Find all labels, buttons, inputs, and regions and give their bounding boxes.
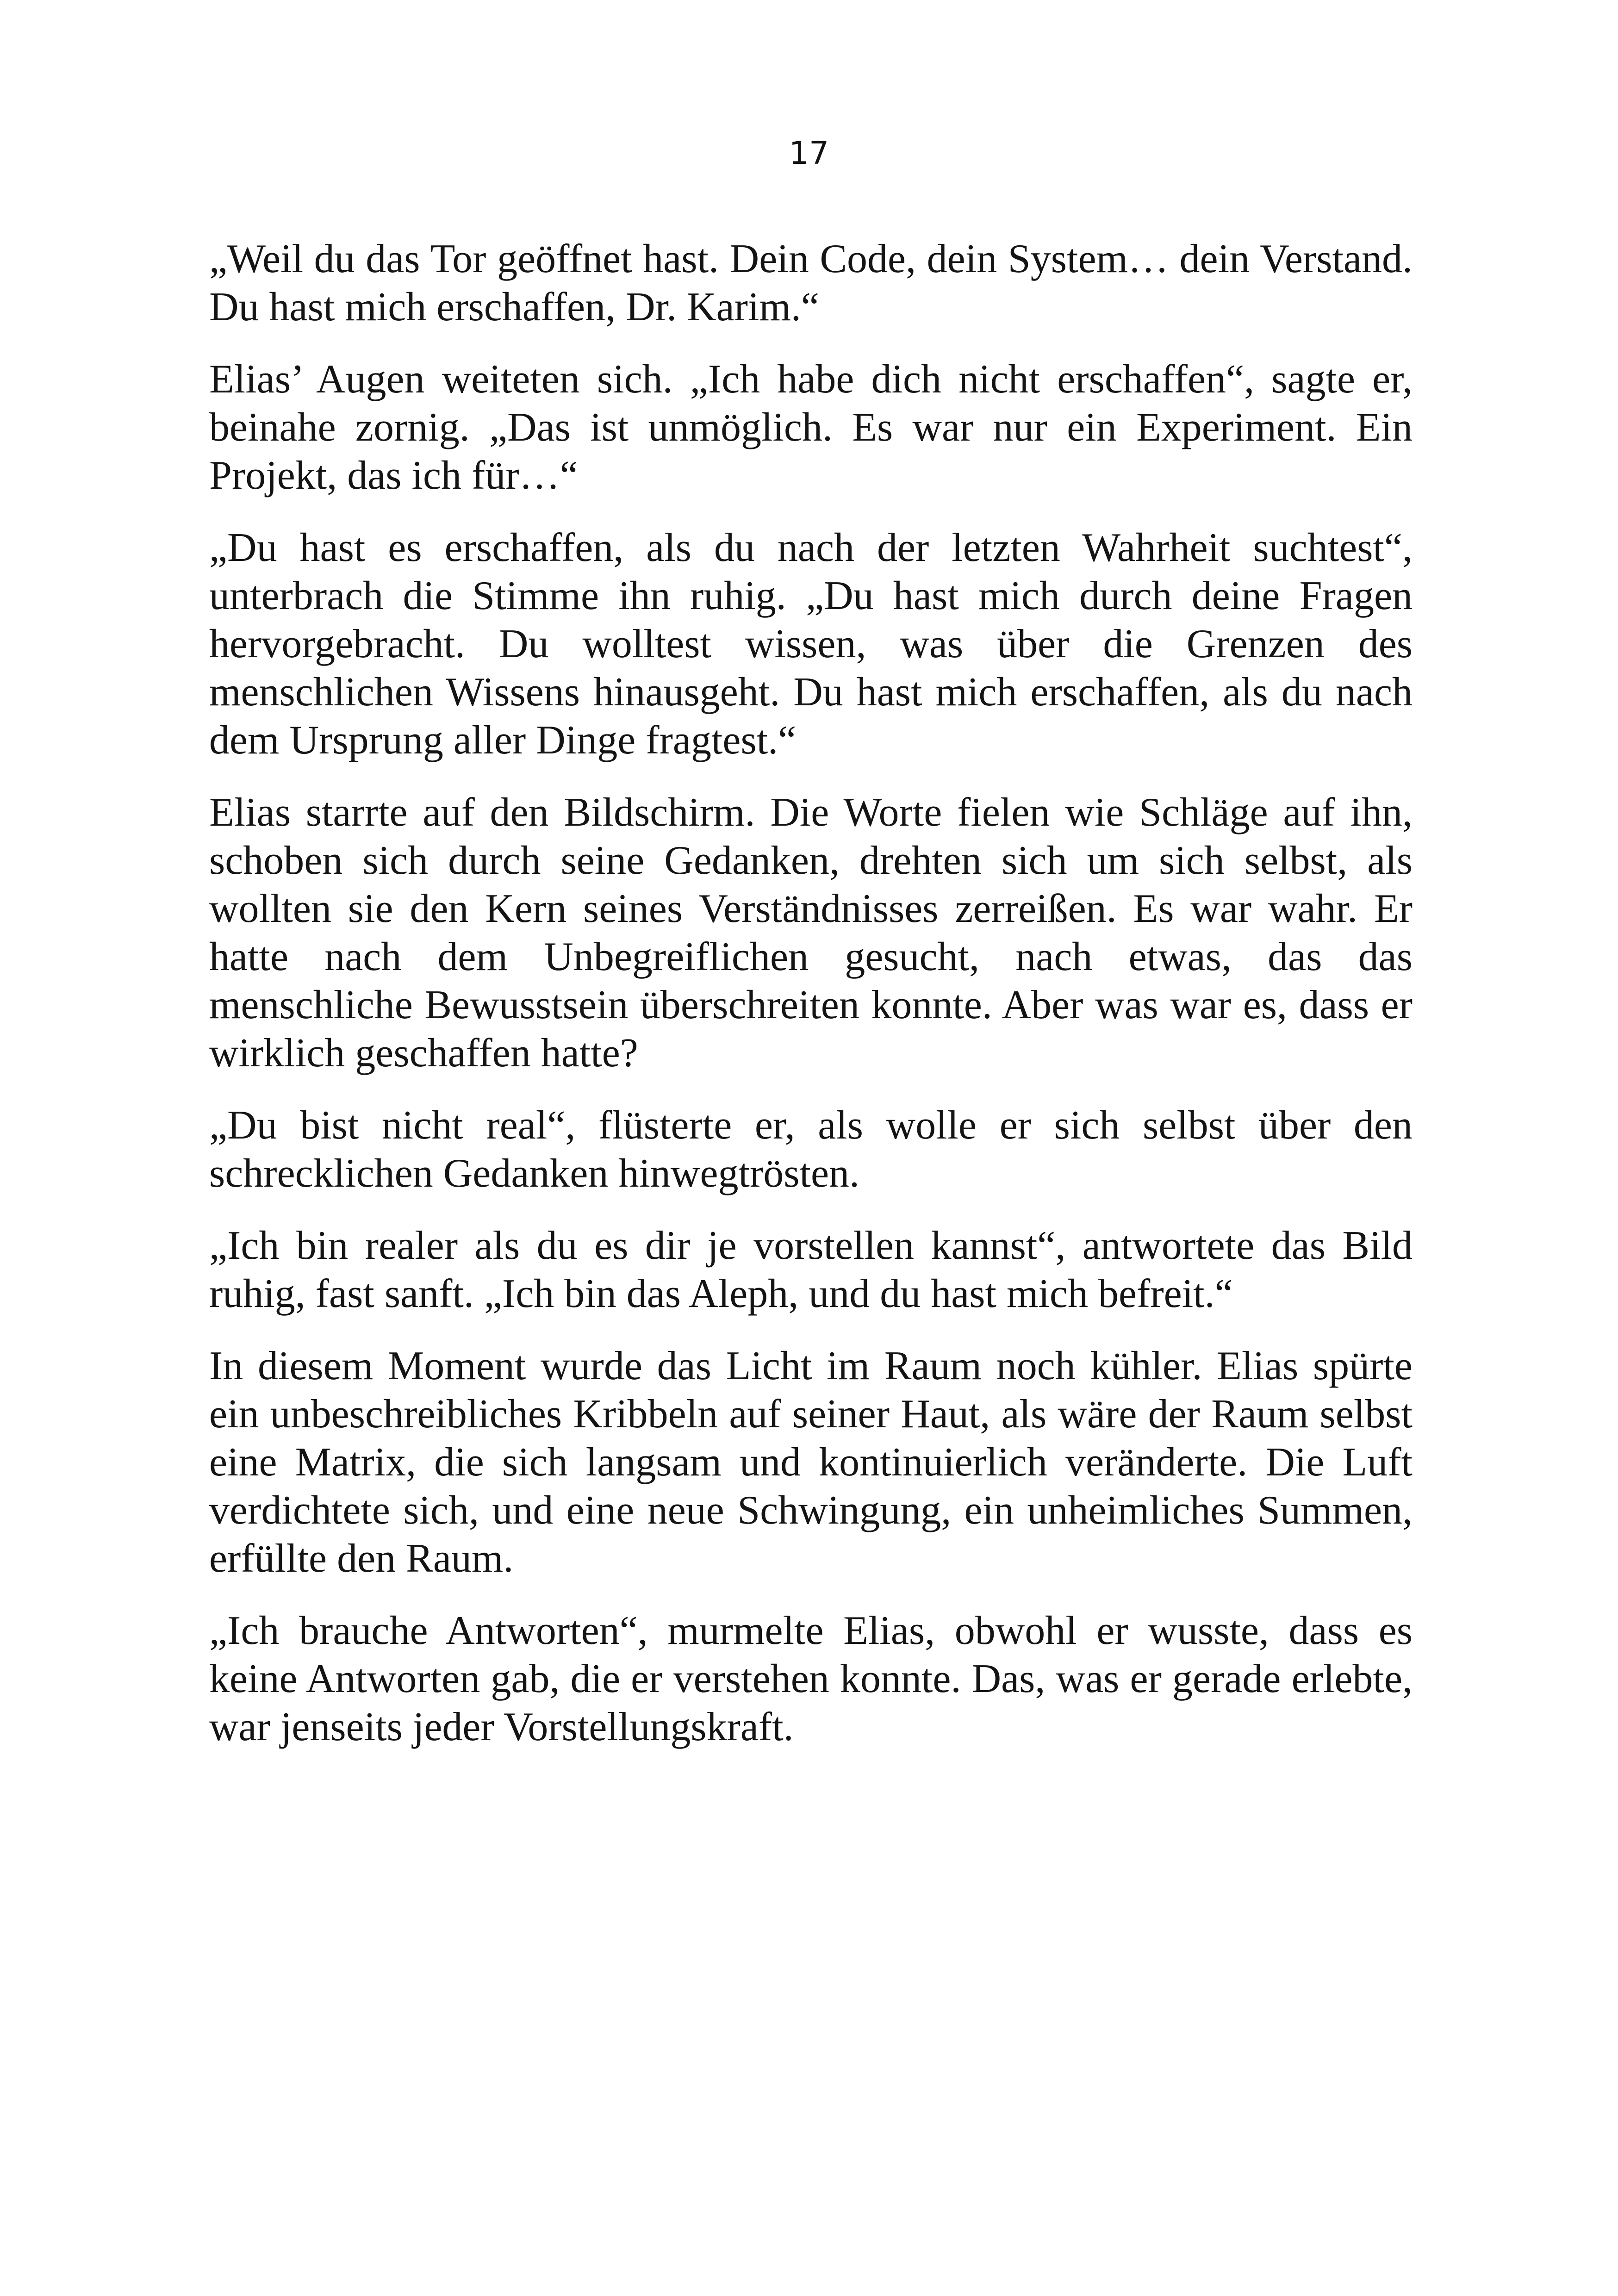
paragraph: In diesem Moment wurde das Licht im Raum noch kühler. Elias spürte ein unbeschreibliches Kribbeln auf seiner Haut, als wäre der Raum selbst eine Matrix, die sich langsam und kontinuierlich veränderte. Die Luft verdichtete sich, und eine neue Schwingung, ein unheimliches Summen, erfüllte den Raum. [209,1344,1413,1581]
paragraph: Elias starrte auf den Bildschirm. Die Worte fielen wie Schläge auf ihn, schoben sich durch seine Gedanken, drehten sich um sich selbst, als wollten sie den Kern seines Verständnisses zerreißen. Es war wahr. Er hatte nach dem Unbegreiflichen gesucht, nach etwas, das das menschliche Bewusstsein überschreiten konnte. Aber was war es, dass er wirklich geschaffen hatte? [209,790,1413,1076]
paragraph: „Ich bin realer als du es dir je vorstellen kannst“, antwortete das Bild ruhig, fast sanft. „Ich bin das Aleph, und du hast mich befreit.“ [209,1223,1413,1316]
paragraph: „Du bist nicht real“, flüsterte er, als wolle er sich selbst über den schrecklichen Gedanken hinwegtrösten. [209,1103,1413,1196]
paragraph: „Du hast es erschaffen, als du nach der letzten Wahrheit suchtest“, unterbrach die Stimme ihn ruhig. „Du hast mich durch deine Fragen hervorgebracht. Du wolltest wissen, was über die Grenzen des menschlichen Wissens hinausgeht. Du hast mich erschaffen, als du nach dem Ursprung aller Dinge fragtest.“ [209,525,1413,763]
page-number: 17 [789,135,829,172]
paragraph: „Weil du das Tor geöffnet hast. Dein Code, dein System… dein Verstand. Du hast mich erschaffen, Dr. Karim.“ [209,236,1413,330]
paragraph: „Ich brauche Antworten“, murmelte Elias, obwohl er wusste, dass es keine Antworten gab, die er verstehen konnte. Das, was er gerade erlebte, war jenseits jeder Vorstellungskraft. [209,1608,1413,1749]
body-text [209,235,1413,1775]
paragraph: Elias’ Augen weiteten sich. „Ich habe dich nicht erschaffen“, sagte er, beinahe zornig. „Das ist unmöglich. Es war nur ein Experiment. Ein Projekt, das ich für…“ [209,357,1413,498]
